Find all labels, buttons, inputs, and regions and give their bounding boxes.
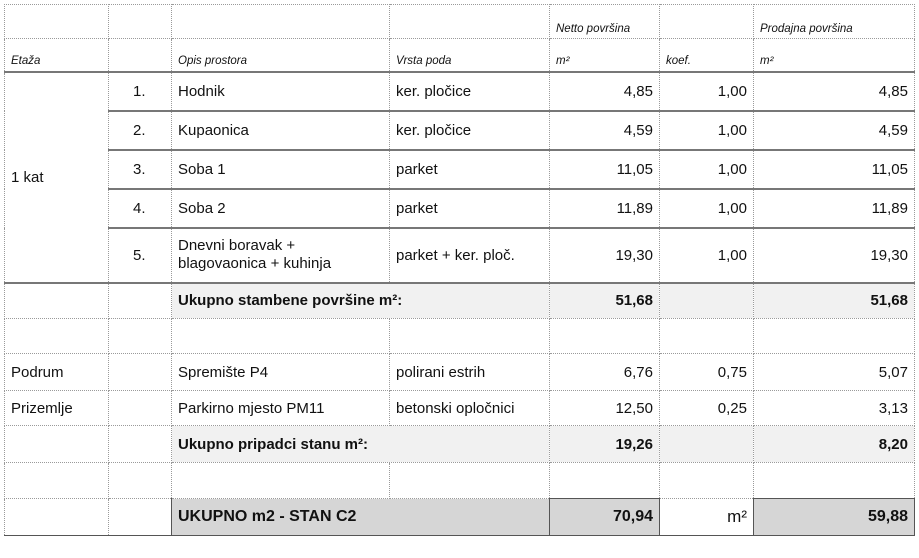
row-index: 4. <box>109 189 172 228</box>
subtotal-label: Ukupno pripadci stanu m²: <box>172 426 550 463</box>
row-opis: Soba 2 <box>172 189 390 228</box>
row-koef: 1,00 <box>660 72 754 111</box>
row-prodajna: 4,85 <box>754 72 915 111</box>
table-row <box>5 111 915 150</box>
grand-total-label: UKUPNO m2 - STAN C2 <box>172 499 550 536</box>
row-netto: 4,85 <box>550 72 660 111</box>
row-vrsta: ker. pločice <box>390 111 550 150</box>
floor-label: 1 kat <box>5 72 109 283</box>
row-opis: Spremište P4 <box>172 354 390 391</box>
header-koef: koef. <box>660 39 754 72</box>
area-table <box>4 4 915 536</box>
row-opis: Kupaonica <box>172 111 390 150</box>
row-index: 3. <box>109 150 172 189</box>
header-etaza: Etaža <box>5 39 109 72</box>
row-etaza: Podrum <box>5 354 109 391</box>
row-prodajna: 3,13 <box>754 391 915 426</box>
row-koef: 1,00 <box>660 111 754 150</box>
row-prodajna: 19,30 <box>754 228 915 283</box>
header-opis: Opis prostora <box>172 39 390 72</box>
row-netto: 19,30 <box>550 228 660 283</box>
row-netto: 4,59 <box>550 111 660 150</box>
header-etaza-spacer <box>5 5 109 39</box>
grand-total-netto: 70,94 <box>550 499 660 536</box>
row-vrsta: parket <box>390 150 550 189</box>
subtotal-prodajna: 8,20 <box>754 426 915 463</box>
row-netto: 12,50 <box>550 391 660 426</box>
row-vrsta: betonski opločnici <box>390 391 550 426</box>
row-prodajna: 5,07 <box>754 354 915 391</box>
table-row <box>5 354 915 391</box>
row-opis: Dnevni boravak + blagovaonica + kuhinja <box>172 228 390 283</box>
header-netto-unit: m² <box>550 39 660 72</box>
row-index: 1. <box>109 72 172 111</box>
subtotal-netto: 51,68 <box>550 283 660 319</box>
row-koef: 0,25 <box>660 391 754 426</box>
spacer-row <box>5 463 915 499</box>
header-vrsta: Vrsta poda <box>390 39 550 72</box>
row-netto: 11,89 <box>550 189 660 228</box>
row-vrsta: parket <box>390 189 550 228</box>
subtotal-row <box>5 283 915 319</box>
grand-total-row <box>5 499 915 536</box>
row-koef: 1,00 <box>660 228 754 283</box>
subtotal-prodajna: 51,68 <box>754 283 915 319</box>
subtotal-label: Ukupno stambene površine m²: <box>172 283 550 319</box>
row-koef: 1,00 <box>660 150 754 189</box>
grand-total-prodajna: 59,88 <box>754 499 915 536</box>
header-prodajna: Prodajna površina <box>754 5 915 39</box>
table-row <box>5 150 915 189</box>
row-koef: 1,00 <box>660 189 754 228</box>
table-row <box>5 72 915 111</box>
spacer-row <box>5 319 915 354</box>
table-row <box>5 391 915 426</box>
row-opis: Hodnik <box>172 72 390 111</box>
row-opis: Parkirno mjesto PM11 <box>172 391 390 426</box>
row-index: 5. <box>109 228 172 283</box>
subtotal-netto: 19,26 <box>550 426 660 463</box>
header-netto: Netto površina <box>550 5 660 39</box>
row-index: 2. <box>109 111 172 150</box>
grand-total-unit: m² <box>660 499 754 536</box>
row-etaza: Prizemlje <box>5 391 109 426</box>
subtotal-row <box>5 426 915 463</box>
row-netto: 6,76 <box>550 354 660 391</box>
row-vrsta: polirani estrih <box>390 354 550 391</box>
row-opis: Soba 1 <box>172 150 390 189</box>
row-prodajna: 4,59 <box>754 111 915 150</box>
header-prodajna-unit: m² <box>754 39 915 72</box>
row-netto: 11,05 <box>550 150 660 189</box>
row-vrsta: ker. pločice <box>390 72 550 111</box>
table-row <box>5 189 915 228</box>
row-koef: 0,75 <box>660 354 754 391</box>
row-prodajna: 11,89 <box>754 189 915 228</box>
table-row <box>5 228 915 283</box>
row-vrsta: parket + ker. ploč. <box>390 228 550 283</box>
row-prodajna: 11,05 <box>754 150 915 189</box>
